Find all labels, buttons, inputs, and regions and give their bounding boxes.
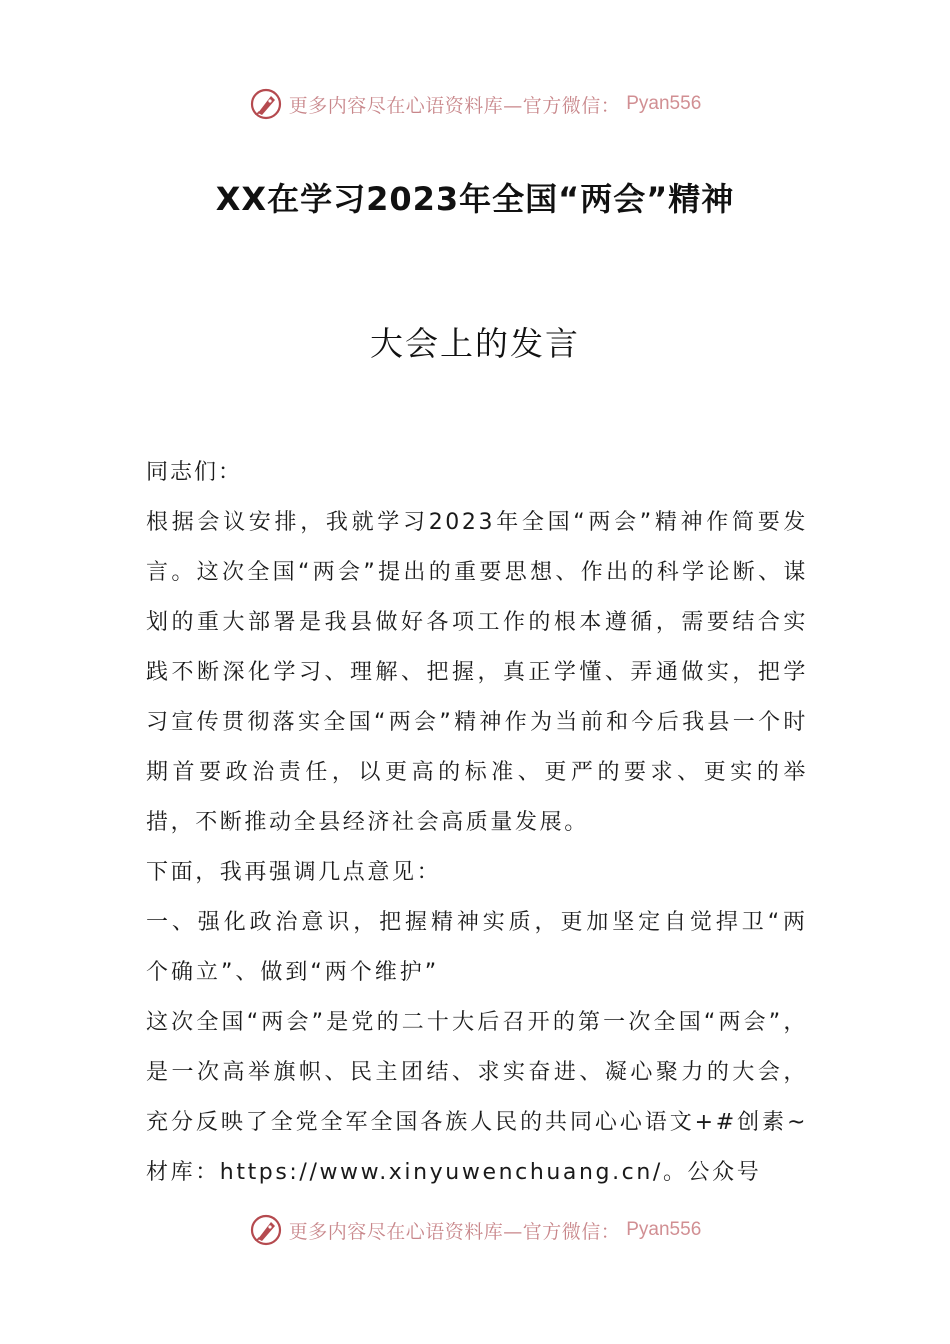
document-title-line-2: 大会上的发言 bbox=[370, 324, 580, 363]
paragraph-section-1: 这次全国“两会”是党的二十大后召开的第一次全国“两会”，是一次高举旗帜、民主团结、求实奋进、凝心聚力的大会，充分反映了全党全军全国各族人民的共同心心语文+#创素~材库：https://www.xinyuwenchuang.cn/。公众号 bbox=[146, 1010, 808, 1185]
watermark-wechat-id: Pyan556 bbox=[626, 93, 702, 114]
watermark-wechat-id: Pyan556 bbox=[626, 1219, 702, 1240]
watermark-group bbox=[249, 87, 702, 121]
section-heading-1: 一、强化政治意识，把握精神实质，更加坚定自觉捍卫“两个确立”、做到“两个维护” bbox=[146, 910, 808, 985]
pen-nib-logo-icon bbox=[249, 1213, 283, 1247]
footer-watermark bbox=[0, 1210, 950, 1250]
watermark-text: 更多内容尽在心语资料库—官方微信： bbox=[288, 94, 621, 117]
document-body bbox=[146, 448, 808, 1198]
watermark-text: 更多内容尽在心语资料库—官方微信： bbox=[288, 1220, 621, 1243]
header-watermark bbox=[0, 84, 950, 124]
paragraph-transition: 下面，我再强调几点意见： bbox=[146, 860, 442, 885]
watermark-group bbox=[249, 1213, 702, 1247]
document-title-line-1: XX在学习2023年全国“两会”精神 bbox=[215, 180, 735, 218]
salutation: 同志们： bbox=[146, 460, 243, 485]
paragraph-intro: 根据会议安排，我就学习2023年全国“两会”精神作简要发言。这次全国“两会”提出的重要思想、作出的科学论断、谋划的重大部署是我县做好各项工作的根本遵循，需要结合实践不断深化学习、理解、把握，真正学懂、弄通做实，把学习宣传贯彻落实全国“两会”精神作为当前和今后我县一个时期首要政治责任，以更高的标准、更严的要求、更实的举措，不断推动全县经济社会高质量发展。 bbox=[146, 510, 808, 835]
pen-nib-logo-icon bbox=[249, 87, 283, 121]
